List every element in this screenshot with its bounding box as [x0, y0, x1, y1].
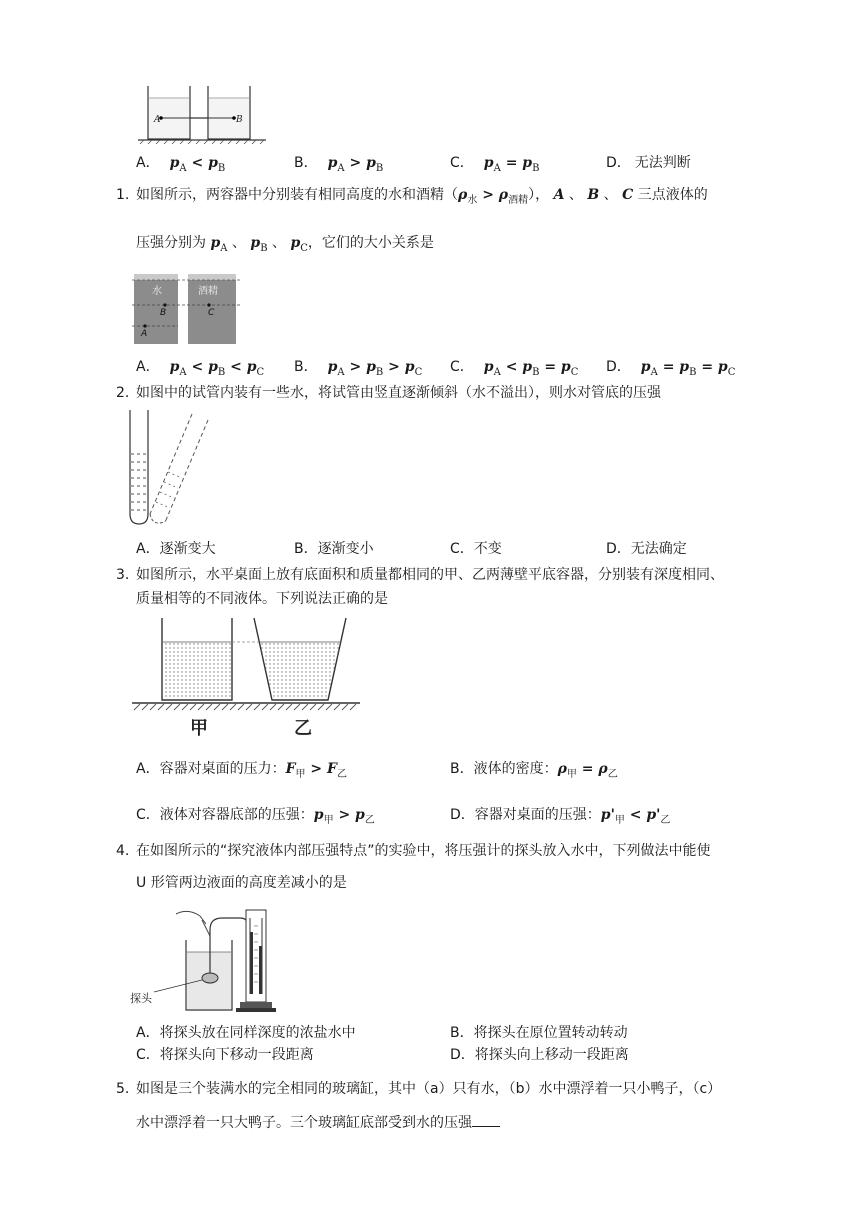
- q2-option-d[interactable]: D．无法确定: [606, 541, 687, 557]
- q3-figure: [132, 614, 362, 740]
- q1-label-alcohol: 酒精: [198, 286, 218, 297]
- q0-label-a: A: [154, 115, 161, 125]
- q0-option-b[interactable]: B． $p_A > p_B$: [294, 155, 384, 174]
- q3-option-a[interactable]: A．容器对桌面的压力：$F_甲 > F_乙$: [136, 761, 347, 780]
- q0-figure: [134, 84, 270, 144]
- q2-figure: [124, 410, 214, 526]
- q3-option-b[interactable]: B．液体的密度：$\rho_甲 = \rho_乙$: [450, 761, 618, 780]
- q1-option-d[interactable]: D． $p_A = p_B = p_C$: [606, 359, 736, 378]
- q1-option-b[interactable]: B． $p_A > p_B > p_C$: [294, 359, 423, 378]
- q1-label-water: 水: [152, 286, 162, 297]
- q5-stem-line1: 5. 如图是三个装满水的完全相同的玻璃缸，其中（a）只有水，（b）水中漂浮着一只小鸭子，（c）: [116, 1081, 722, 1097]
- q0-option-c[interactable]: C． $p_A = p_B$: [450, 155, 540, 174]
- q1-option-a[interactable]: A． $p_A < p_B < p_C$: [136, 359, 265, 378]
- q1-stem-line2: 压强分别为 $p_A$ 、 $p_B$ 、 $p_C$，它们的大小关系是: [136, 235, 434, 254]
- q3-label-yi: 乙: [294, 718, 312, 739]
- q4-label-probe: 探头: [130, 992, 152, 1005]
- q1-option-c[interactable]: C． $p_A < p_B = p_C$: [450, 359, 579, 378]
- q2-option-c[interactable]: C．不变: [450, 541, 502, 557]
- q1-label-b: B: [160, 308, 167, 318]
- q0-option-a[interactable]: A． $p_A < p_B$: [136, 155, 226, 174]
- q1-label-c: C: [208, 308, 215, 318]
- q4-stem-line2: U 形管两边液面的高度差减小的是: [136, 875, 347, 891]
- q3-option-d[interactable]: D．容器对桌面的压强：$p'_甲 < p'_乙$: [450, 807, 671, 826]
- q3-stem-line1: 3. 如图所示，水平桌面上放有底面积和质量都相同的甲、乙两薄壁平底容器，分别装有深度相同、: [116, 567, 724, 583]
- q4-option-c[interactable]: C．将探头向下移动一段距离: [136, 1047, 314, 1063]
- q0-label-b: B: [236, 115, 243, 125]
- q0-option-d[interactable]: D． 无法判断: [606, 155, 691, 171]
- q5-stem-line2: 水中漂浮着一只大鸭子。三个玻璃缸底部受到水的压强: [136, 1112, 500, 1132]
- q1-label-a: A: [141, 329, 148, 339]
- q1-stem-line1: 1. 如图所示，两容器中分别装有相同高度的水和酒精$(\rho_水 > \rho_{酒精})$， A 、 B 、 C 三点液体的: [116, 187, 708, 206]
- q3-option-c[interactable]: C．液体对容器底部的压强：$p_甲 > p_乙$: [136, 807, 375, 826]
- q4-option-a[interactable]: A．将探头放在同样深度的浓盐水中: [136, 1025, 356, 1041]
- q3-stem-line2: 质量相等的不同液体。下列说法正确的是: [136, 591, 388, 607]
- q5-answer-blank[interactable]: [472, 1112, 500, 1127]
- q2-option-b[interactable]: B．逐渐变小: [294, 541, 374, 557]
- q4-stem-line1: 4. 在如图所示的“探究液体内部压强特点”的实验中，将压强计的探头放入水中，下列做法中能使: [116, 843, 711, 859]
- q2-option-a[interactable]: A．逐渐变大: [136, 541, 216, 557]
- q1-figure: [132, 272, 242, 346]
- q4-figure: [128, 906, 298, 1018]
- q4-option-b[interactable]: B．将探头在原位置转动转动: [450, 1025, 628, 1041]
- q3-label-jia: 甲: [190, 718, 208, 739]
- q4-option-d[interactable]: D．将探头向上移动一段距离: [450, 1047, 629, 1063]
- q2-stem: 2. 如图中的试管内装有一些水，将试管由竖直逐渐倾斜（水不溢出），则水对管底的压强: [116, 385, 661, 401]
